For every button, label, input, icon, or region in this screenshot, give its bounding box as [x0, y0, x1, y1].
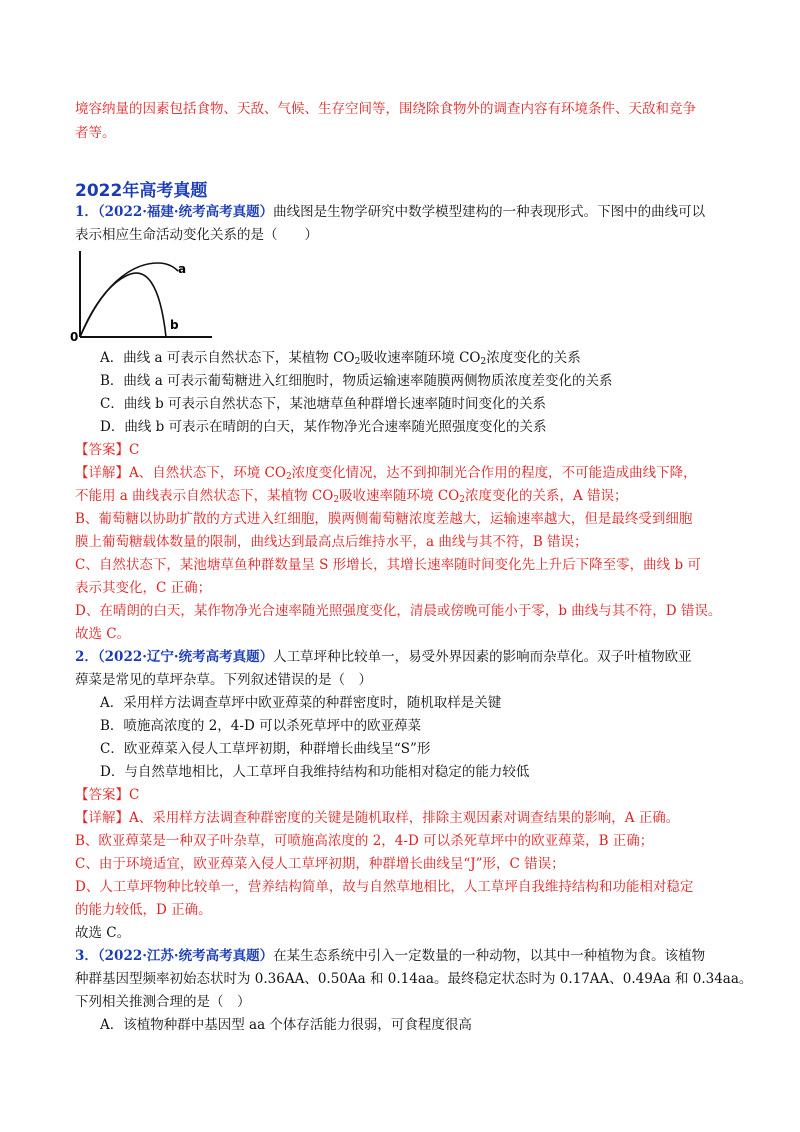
q1-detail-2b: 吸收速率随环境 CO	[339, 488, 460, 504]
q3-source-tag: （2022·江苏·统考高考真题）	[97, 948, 274, 964]
q2-number: 2．	[75, 649, 98, 665]
q3-stem-line-2: 种群基因型频率初始态状时为 0.36AA、0.50Aa 和 0.14aa。最终稳定状态时为 0.17AA、0.49Aa 和 0.34aa。	[75, 971, 753, 987]
q1-answer-value: C	[129, 442, 140, 458]
q2-stem-line-1	[75, 647, 692, 667]
q2-detail-label: 【详解】	[75, 810, 129, 826]
q2-option-a: A．采用样方法调查草坪中欧亚蔊菜的种群密度时，随机取样是关键	[100, 695, 502, 711]
q1-number: 1．	[75, 204, 98, 220]
q1-detail-line-1: 【详解】A、自然状态下，环境 $CO_2$浓度变化情况，达不到抑制光合作用的程度，不可能造成曲线下降，	[75, 465, 697, 482]
intro-line-1: 境容纳量的因素包括食物、天敌、气候、生存空间等，围绕除食物外的调查内容有环境条件、天敌和竞争	[75, 101, 696, 117]
q1-detail-line-8: 故选 C。	[75, 626, 131, 642]
q1-curve-graph	[70, 243, 220, 343]
q2-detail-line-6: 故选 C。	[75, 925, 131, 941]
q2-detail-line-5: 的能力较低，D 正确。	[75, 902, 212, 918]
q1-detail-line-7: D、在晴朗的白天，某作物净光合速率随光照强度变化，清晨或傍晚可能小于零，b 曲线与其不符，D 错误。	[75, 603, 722, 619]
q2-answer-label: 【答案】	[75, 787, 129, 803]
q1-stem-line-2: 表示相应生命活动变化关系的是（ ）	[75, 227, 318, 243]
q2-detail-line-2: B、欧亚蔊菜是一种双子叶杂草，可喷施高浓度的 2，4-D 可以杀死草坪中的欧亚蔊菜，B 正确；	[75, 833, 654, 849]
q2-option-b: B．喷施高浓度的 2，4-D 可以杀死草坪中的欧亚蔊菜	[100, 718, 422, 734]
intro-line-2: 者等。	[75, 125, 116, 141]
q1-answer-label: 【答案】	[75, 442, 129, 458]
q2-detail-line-4: D、人工草坪物种比较单一，营养结构简单，故与自然草地相比，人工草坪自我维持结构和功能相对稳定	[75, 879, 694, 895]
curve-b-label: b	[170, 318, 179, 332]
q1-option-b: B．曲线 a 可表示葡萄糖进入红细胞时，物质运输速率随膜两侧物质浓度差变化的关系	[100, 373, 613, 389]
q3-stem-text: 在某生态系统中引入一定数量的一种动物，以其中一种植物为食。该植物	[273, 948, 706, 964]
q1-option-a-text-1: A．曲线 a 可表示自然状态下，某植物 CO	[100, 350, 355, 366]
q1-detail-line-3: B、葡萄糖以协助扩散的方式进入红细胞，膜两侧葡萄糖浓度差越大，运输速率越大，但是最终受到细胞	[75, 511, 693, 527]
q1-detail-line-2: 不能用 a 曲线表示自然状态下，某植物 $CO_2$吸收速率随环境 $CO_2$浓度变化的关系，A 错误；	[75, 488, 628, 505]
q3-stem-line-3: 下列相关推测合理的是（ ）	[75, 994, 251, 1010]
q1-answer	[75, 440, 139, 460]
q1-detail-1a: A、自然状态下，环境 CO	[129, 465, 286, 481]
q2-source-tag: （2022·辽宁·统考高考真题）	[97, 649, 274, 665]
q3-stem-line-1	[75, 946, 705, 966]
q1-option-c: C．曲线 b 可表示自然状态下，某池塘草鱼种群增长速率随时间变化的关系	[100, 396, 547, 412]
q2-detail-line-3: C、由于环境适宜，欧亚蔊菜入侵人工草坪初期，种群增长曲线呈“J”形，C 错误；	[75, 856, 565, 872]
q1-detail-line-4: 膜上葡萄糖载体数量的限制，曲线达到最高点后维持水平，a 曲线与其不符，B 错误；	[75, 534, 588, 550]
q1-detail-1b: 浓度变化情况，达不到抑制光合作用的程度，不可能造成曲线下降，	[291, 465, 697, 481]
section-title: 2022年高考真题	[75, 181, 208, 201]
curve-b	[80, 273, 166, 337]
q2-stem-line-2: 蔊菜是常见的草坪杂草。下列叙述错误的是（ ）	[75, 672, 372, 688]
q1-source-tag: （2022·福建·统考高考真题）	[97, 204, 274, 220]
q2-answer-value: C	[129, 787, 140, 803]
q1-detail-2a: 不能用 a 曲线表示自然状态下，某植物 CO	[75, 488, 334, 504]
q3-number: 3．	[75, 948, 98, 964]
q1-stem-line-1	[75, 202, 705, 222]
q1-option-a-text-3: 浓度变化的关系	[486, 350, 581, 366]
q1-option-a: A．曲线 a 可表示自然状态下，某植物 $CO_2$吸收速率随环境 $CO_2$浓度变化的关系	[100, 350, 581, 367]
q1-detail-line-6: 表示其变化，C 正确；	[75, 580, 212, 596]
q2-detail-1: A、采用样方法调查种群密度的关键是随机取样，排除主观因素对调查结果的影响，A 正确。	[129, 810, 680, 826]
q2-option-c: C．欧亚蔊菜入侵人工草坪初期，种群增长曲线呈“S”形	[100, 741, 431, 757]
q2-stem-text: 人工草坪种比较单一，易受外界因素的影响而杂草化。双子叶植物欧亚	[273, 649, 692, 665]
q2-detail-line-1	[75, 808, 679, 828]
q1-stem-text: 曲线图是生物学研究中数学模型建构的一种表现形式。下图中的曲线可以	[273, 204, 706, 220]
q1-option-d: D．曲线 b 可表示在晴朗的白天，某作物净光合速率随光照强度变化的关系	[100, 419, 547, 435]
q1-option-a-text-2: 吸收速率随环境 CO	[360, 350, 481, 366]
q3-option-a: A．该植物种群中基因型 aa 个体存活能力很弱，可食程度很高	[100, 1017, 472, 1033]
curve-a-label: a	[178, 262, 187, 276]
q2-option-d: D．与自然草地相比，人工草坪自我维持结构和功能相对稳定的能力较低	[100, 764, 530, 780]
q2-answer	[75, 785, 139, 805]
q1-detail-line-5: C、自然状态下，某池塘草鱼种群数量呈 S 形增长，其增长速率随时间变化先上升后下降至零，曲线 b 可	[75, 557, 701, 573]
q1-detail-label: 【详解】	[75, 465, 129, 481]
graph-origin-label: 0	[70, 330, 79, 343]
q1-detail-2c: 浓度变化的关系，A 错误；	[465, 488, 628, 504]
